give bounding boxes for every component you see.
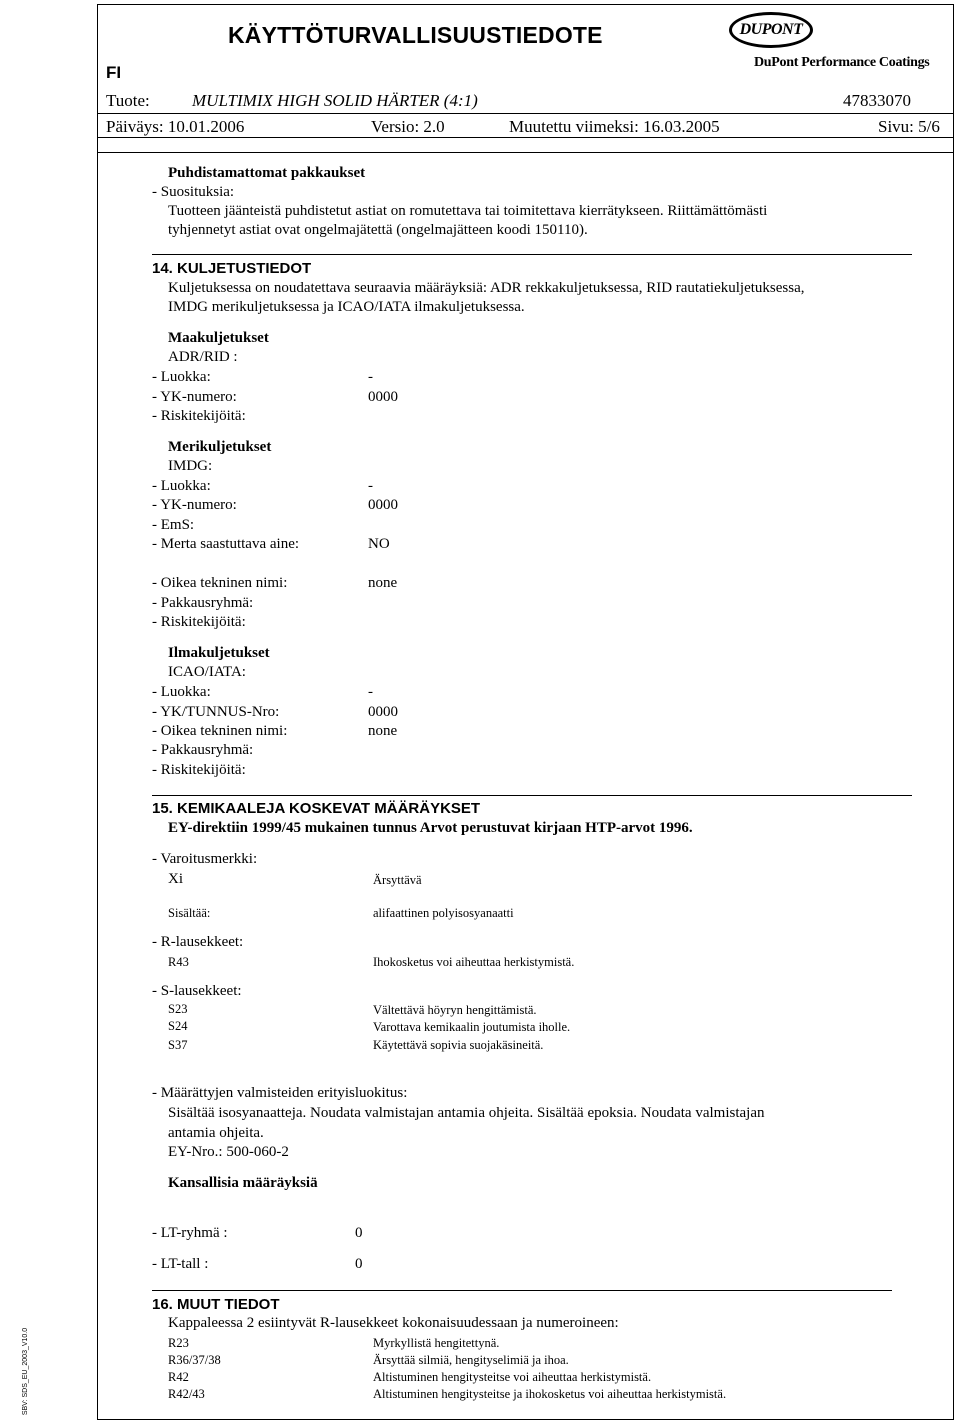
sea-marine-pollutant-value: NO — [368, 536, 390, 552]
special-classification-text: Sisältää isosyanaatteja. Noudata valmistajan antamia ohjeita. Sisältää epoksia. Noudata valmistajan — [168, 1105, 765, 1121]
land-class-value: - — [368, 369, 373, 385]
air-hazard-label: - Riskitekijöitä: — [152, 762, 246, 778]
contains-value: alifaattinen polyisosyanaatti — [373, 906, 514, 920]
section-rule — [152, 795, 912, 796]
section-15-heading: 15. KEMIKAALEJA KOSKEVAT MÄÄRÄYKSET — [152, 800, 481, 817]
product-name: MULTIMIX HIGH SOLID HÄRTER (4:1) — [192, 91, 478, 110]
sea-technical-name-label: - Oikea tekninen nimi: — [152, 575, 288, 591]
r-phrase-text: Altistuminen hengitysteitse voi aiheuttaa herkistymistä. — [373, 1370, 652, 1384]
air-transport-sub: ICAO/IATA: — [168, 664, 246, 680]
warning-symbol-text: Ärsyttävä — [373, 873, 422, 887]
version: Versio: 2.0 — [371, 117, 445, 136]
r-phrases-label: - R-lausekkeet: — [152, 934, 244, 950]
land-un-label: - YK-numero: — [152, 389, 237, 405]
air-packing-group-label: - Pakkausryhmä: — [152, 742, 254, 758]
section-rule — [152, 1290, 892, 1291]
recommendations-label: - Suosituksia: — [152, 184, 235, 200]
section-rule — [152, 254, 912, 255]
transport-intro: Kuljetuksessa on noudatettava seuraavia määräyksiä: ADR rekkakuljetuksessa, RID rautatiekuljetuksessa, — [168, 280, 805, 296]
r-phrase-text: Myrkyllistä hengitettynä. — [373, 1336, 500, 1350]
sea-un-value: 0000 — [368, 497, 398, 513]
issue-date: Päiväys: 10.01.2006 — [106, 117, 245, 136]
air-class-label: - Luokka: — [152, 684, 211, 700]
sea-class-value: - — [368, 478, 373, 494]
r-phrase-code: R42 — [168, 1370, 189, 1384]
sea-packing-group-label: - Pakkausryhmä: — [152, 595, 254, 611]
land-class-label: - Luokka: — [152, 369, 211, 385]
last-modified: Muutettu viimeksi: 16.03.2005 — [509, 117, 720, 136]
air-transport-heading: Ilmakuljetukset — [168, 645, 270, 661]
section-16-heading: 16. MUUT TIEDOT — [152, 1296, 280, 1313]
r-phrase-text: Ihokosketus voi aiheuttaa herkistymistä. — [373, 955, 575, 969]
sea-technical-name-value: none — [368, 575, 398, 591]
r-phrase-code: R36/37/38 — [168, 1353, 221, 1367]
header-divider — [97, 137, 954, 138]
packaging-text: tyhjennetyt astiat ovat ongelmajätettä (ongelmajätteen koodi 150110). — [168, 222, 588, 238]
page-number: Sivu: 5/6 — [878, 117, 940, 136]
sea-class-label: - Luokka: — [152, 478, 211, 494]
lt-group-label: - LT-ryhmä : — [152, 1225, 228, 1241]
special-classification-label: - Määrättyjen valmisteiden erityisluokitus: — [152, 1085, 408, 1101]
s-phrase-text: Vältettävä höyryn hengittämistä. — [373, 1003, 537, 1017]
document-title: KÄYTTÖTURVALLISUUSTIEDOTE — [228, 22, 603, 48]
air-class-value: - — [368, 684, 373, 700]
land-transport-heading: Maakuljetukset — [168, 330, 269, 346]
product-label: Tuote: — [106, 91, 150, 110]
template-code: SBV: SDS_EU_2003_V10.0 — [22, 1327, 30, 1416]
packaging-heading: Puhdistamattomat pakkaukset — [168, 165, 366, 181]
sea-transport-heading: Merikuljetukset — [168, 439, 272, 455]
header-divider — [97, 152, 954, 153]
ec-number: EY-Nro.: 500-060-2 — [168, 1144, 289, 1160]
land-hazard-label: - Riskitekijöitä: — [152, 408, 246, 424]
language-code: FI — [106, 63, 122, 82]
national-regulations-heading: Kansallisia määräyksiä — [168, 1175, 318, 1191]
sea-marine-pollutant-label: - Merta saastuttava aine: — [152, 536, 300, 552]
product-code: 47833070 — [843, 91, 911, 110]
lt-group-value: 0 — [355, 1225, 363, 1241]
transport-intro: IMDG merikuljetuksessa ja ICAO/IATA ilmakuljetuksessa. — [168, 299, 525, 315]
r-phrase-code: R23 — [168, 1336, 189, 1350]
air-un-value: 0000 — [368, 704, 398, 720]
section-14-heading: 14. KULJETUSTIEDOT — [152, 260, 312, 277]
dupont-logo: DUPONT — [729, 12, 813, 48]
special-classification-text: antamia ohjeita. — [168, 1125, 264, 1141]
sea-hazard-label: - Riskitekijöitä: — [152, 614, 246, 630]
packaging-text: Tuotteen jäänteistä puhdistetut astiat on romutettava tai toimitettava kierrätykseen. Riittämättömästi — [168, 203, 768, 219]
land-transport-sub: ADR/RID : — [168, 349, 238, 365]
sea-ems-label: - EmS: — [152, 517, 195, 533]
r-phrase-text: Altistuminen hengitysteitse ja ihokosketus voi aiheuttaa herkistymistä. — [373, 1387, 727, 1401]
dupont-performance-coatings-logo: DuPont Performance Coatings — [754, 55, 930, 70]
s-phrases-label: - S-lausekkeet: — [152, 983, 242, 999]
r-phrases-intro: Kappaleessa 2 esiintyvät R-lausekkeet kokonaisuudessaan ja numeroineen: — [168, 1315, 619, 1331]
warning-symbol-code: Xi — [168, 871, 183, 887]
s-phrase-text: Käytettävä sopivia suojakäsineitä. — [373, 1038, 544, 1052]
land-un-value: 0000 — [368, 389, 398, 405]
air-un-label: - YK/TUNNUS-Nro: — [152, 704, 280, 720]
r-phrase-code: R42/43 — [168, 1387, 205, 1401]
warning-symbol-label: - Varoitusmerkki: — [152, 851, 258, 867]
sea-un-label: - YK-numero: — [152, 497, 237, 513]
s-phrase-code: S23 — [168, 1002, 188, 1016]
sea-transport-sub: IMDG: — [168, 458, 213, 474]
header-divider — [97, 113, 954, 114]
s-phrase-text: Varottava kemikaalin joutumista iholle. — [373, 1020, 571, 1034]
lt-tall-value: 0 — [355, 1256, 363, 1272]
r-phrase-text: Ärsyttää silmiä, hengityselimiä ja ihoa. — [373, 1353, 569, 1367]
s-phrase-code: S37 — [168, 1038, 188, 1052]
r-phrase-code: R43 — [168, 955, 189, 969]
air-technical-name-label: - Oikea tekninen nimi: — [152, 723, 288, 739]
directive-text: EY-direktiin 1999/45 mukainen tunnus Arvot perustuvat kirjaan HTP-arvot 1996. — [168, 820, 693, 836]
contains-label: Sisältää: — [168, 906, 211, 920]
air-technical-name-value: none — [368, 723, 398, 739]
lt-tall-label: - LT-tall : — [152, 1256, 209, 1272]
s-phrase-code: S24 — [168, 1019, 188, 1033]
